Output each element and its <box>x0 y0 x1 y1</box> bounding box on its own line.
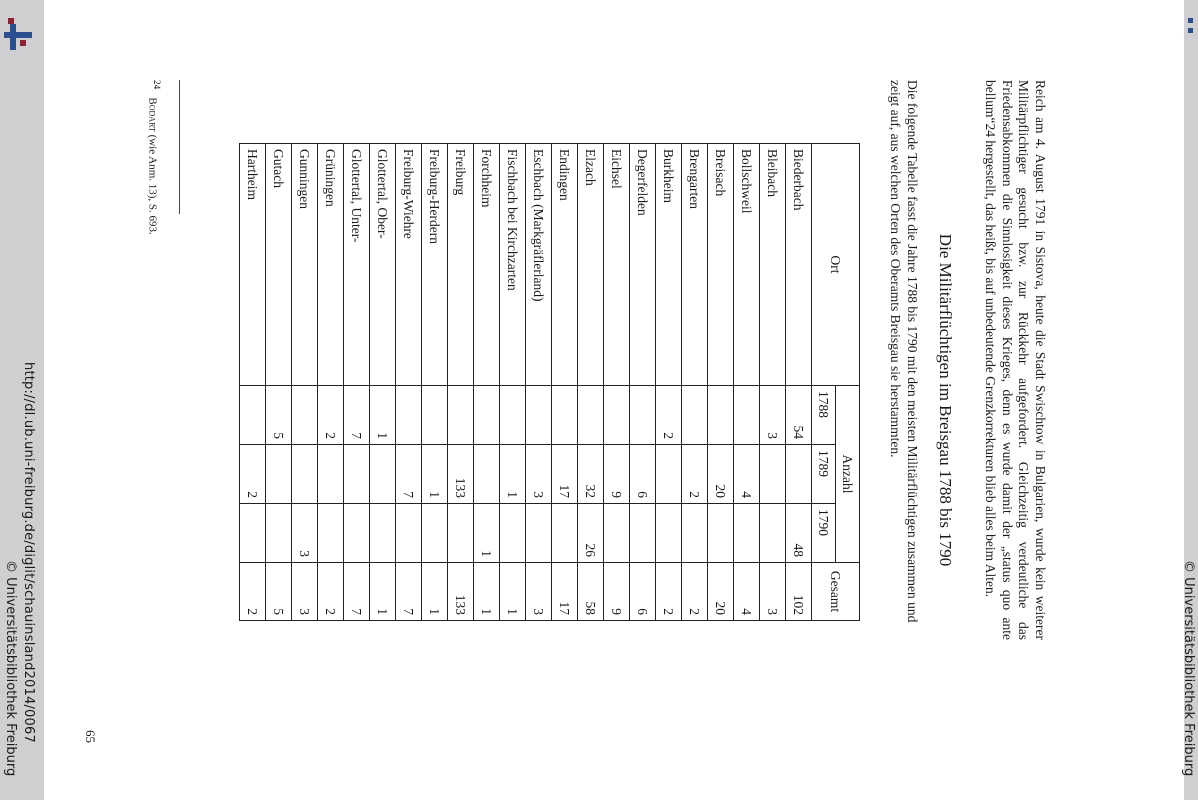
cell-1790 <box>604 504 630 563</box>
cell-gesamt: 3 <box>526 563 552 621</box>
cell-ort: Brengarten <box>682 144 708 386</box>
cell-gesamt: 17 <box>552 563 578 621</box>
cell-1788 <box>604 386 630 445</box>
cell-gesamt: 1 <box>422 563 448 621</box>
cell-gesamt: 1 <box>500 563 526 621</box>
cell-ort: Freiburg <box>448 144 474 386</box>
header-year: 1788 <box>812 386 836 445</box>
cell-ort: Gutach <box>266 144 292 386</box>
cell-1790 <box>396 504 422 563</box>
table-row <box>474 144 500 621</box>
cell-gesamt: 7 <box>396 563 422 621</box>
cell-1789: 9 <box>604 445 630 504</box>
cell-1790 <box>734 504 760 563</box>
table-row <box>708 144 734 621</box>
cell-gesamt: 1 <box>474 563 500 621</box>
cell-1790 <box>422 504 448 563</box>
cell-gesamt: 58 <box>578 563 604 621</box>
cell-1789: 4 <box>734 445 760 504</box>
cell-gesamt: 5 <box>266 563 292 621</box>
cell-gesamt: 3 <box>292 563 318 621</box>
cell-1788 <box>292 386 318 445</box>
table-row <box>604 144 630 621</box>
table-row <box>448 144 474 621</box>
cell-1789: 2 <box>682 445 708 504</box>
intro-paragraph: Die folgende Tabelle fasst die Jahre 1788 bis 1790 mit den meisten Militärflüchtigen zusammen und zeigt auf, aus welchen Orten des Oberamts Breisgau sie herstammten. <box>888 80 920 623</box>
cell-ort: Biederbach <box>786 144 812 386</box>
cell-1788: 7 <box>344 386 370 445</box>
cell-ort: Freiburg-Herdern <box>422 144 448 386</box>
cell-1789 <box>656 445 682 504</box>
cell-1789 <box>292 445 318 504</box>
table-row <box>734 144 760 621</box>
cell-gesamt: 2 <box>240 563 266 621</box>
table-row <box>578 144 604 621</box>
cell-1788 <box>474 386 500 445</box>
cell-1790 <box>708 504 734 563</box>
body-paragraph: Reich am 4. August 1791 in Sistova, heute die Stadt Swischtow in Bulgarien, wurde kein weiterer Militärpflichtiger gesucht bzw. zur Rückkehr aufgefordert. Gleichzeitig verdeutliche das Friedensabkommen die Sinnlosigkeit dieses Krieges, denn es wurde damit der „status quo ante bellum“24 hergestellt, das heißt, bis auf unbedeutende Grenzkorrekturen blieb alles beim Alten. <box>983 80 1048 640</box>
cell-1788: 1 <box>370 386 396 445</box>
cell-1788 <box>552 386 578 445</box>
cell-1788 <box>500 386 526 445</box>
cell-ort: Eschbach (Markgräflerland) <box>526 144 552 386</box>
cell-1790 <box>552 504 578 563</box>
cell-1788 <box>396 386 422 445</box>
header-ort: Ort <box>812 144 860 386</box>
cell-1789: 2 <box>240 445 266 504</box>
cell-1790 <box>500 504 526 563</box>
table-row <box>422 144 448 621</box>
table-row <box>240 144 266 621</box>
cell-ort: Forchheim <box>474 144 500 386</box>
section-heading: Die Militärflüchtigen im Breisgau 1788 bis 1790 <box>936 233 955 567</box>
cell-ort: Burkheim <box>656 144 682 386</box>
cell-1790 <box>656 504 682 563</box>
table-row <box>526 144 552 621</box>
cell-1790 <box>318 504 344 563</box>
cell-1788: 2 <box>318 386 344 445</box>
table-row <box>344 144 370 621</box>
cell-gesamt: 1 <box>370 563 396 621</box>
cell-1788: 5 <box>266 386 292 445</box>
cell-1790 <box>266 504 292 563</box>
cell-1790: 3 <box>292 504 318 563</box>
cell-ort: Freiburg-Wiehre <box>396 144 422 386</box>
cell-1789 <box>370 445 396 504</box>
cell-1790: 48 <box>786 504 812 563</box>
cell-1788 <box>734 386 760 445</box>
cell-1788: 2 <box>656 386 682 445</box>
cell-ort: Fischbach bei Kirchzarten <box>500 144 526 386</box>
table-row <box>760 144 786 621</box>
cell-gesamt: 4 <box>734 563 760 621</box>
cell-gesamt: 9 <box>604 563 630 621</box>
footnote-text: (wie Anm. 13), S. 693. <box>146 131 159 235</box>
cell-ort: Hartheim <box>240 144 266 386</box>
cell-1788 <box>240 386 266 445</box>
cell-1790: 1 <box>474 504 500 563</box>
footnote-author: Bodart <box>146 97 159 132</box>
cell-ort: Eichsel <box>604 144 630 386</box>
cell-gesamt: 102 <box>786 563 812 621</box>
cell-ort: Grüningen <box>318 144 344 386</box>
table-body <box>240 144 812 621</box>
cell-1789: 20 <box>708 445 734 504</box>
page-number: 65 <box>83 730 98 743</box>
footnote-number: 24 <box>152 80 162 90</box>
cell-ort: Breisach <box>708 144 734 386</box>
header-year: 1790 <box>812 504 836 563</box>
cell-1788 <box>708 386 734 445</box>
cell-1789: 17 <box>552 445 578 504</box>
table-row <box>656 144 682 621</box>
cell-1790 <box>448 504 474 563</box>
cell-1789 <box>760 445 786 504</box>
cell-gesamt: 7 <box>344 563 370 621</box>
cell-1788 <box>448 386 474 445</box>
copyright-top: © Universitätsbibliothek Freiburg <box>1181 560 1196 777</box>
footnote <box>146 80 162 235</box>
permalink-url[interactable]: http://dl.ub.uni-freiburg.de/diglit/schauinsland2014/0067 <box>21 362 36 743</box>
table-row <box>266 144 292 621</box>
cell-1790 <box>344 504 370 563</box>
table-row <box>630 144 656 621</box>
cell-1789: 6 <box>630 445 656 504</box>
cell-ort: Glottertal, Ober- <box>370 144 396 386</box>
table-row <box>682 144 708 621</box>
cell-1788 <box>630 386 656 445</box>
cell-ort: Endingen <box>552 144 578 386</box>
cell-1790 <box>526 504 552 563</box>
cell-1788 <box>422 386 448 445</box>
cell-1789: 133 <box>448 445 474 504</box>
cell-1788: 54 <box>786 386 812 445</box>
cell-1788 <box>682 386 708 445</box>
cell-gesamt: 6 <box>630 563 656 621</box>
footnote-rule <box>179 80 180 214</box>
cell-1790 <box>370 504 396 563</box>
cell-1789: 7 <box>396 445 422 504</box>
cell-1789 <box>474 445 500 504</box>
cell-gesamt: 2 <box>318 563 344 621</box>
cell-gesamt: 2 <box>682 563 708 621</box>
cell-1790: 26 <box>578 504 604 563</box>
cell-1790 <box>760 504 786 563</box>
cell-ort: Degerfelden <box>630 144 656 386</box>
cell-1789: 3 <box>526 445 552 504</box>
cell-ort: Elzach <box>578 144 604 386</box>
cell-ort: Gunningen <box>292 144 318 386</box>
cell-ort: Bollschweil <box>734 144 760 386</box>
table-row <box>552 144 578 621</box>
table-row <box>786 144 812 621</box>
header-year: 1789 <box>812 445 836 504</box>
cell-ort: Bleibach <box>760 144 786 386</box>
table-row <box>396 144 422 621</box>
cell-1788 <box>526 386 552 445</box>
table-row <box>318 144 344 621</box>
cell-1788: 3 <box>760 386 786 445</box>
cell-1789: 1 <box>422 445 448 504</box>
copyright-bottom: © Universitätsbibliothek Freiburg <box>3 560 18 777</box>
header-gesamt: Gesamt <box>812 563 860 621</box>
cell-gesamt: 133 <box>448 563 474 621</box>
cell-1790 <box>240 504 266 563</box>
header-anzahl: Anzahl <box>836 386 860 563</box>
military-fugitives-table <box>239 143 860 621</box>
cell-1789 <box>318 445 344 504</box>
cell-gesamt: 2 <box>656 563 682 621</box>
cell-1788 <box>578 386 604 445</box>
table-row <box>370 144 396 621</box>
cell-ort: Glottertal, Unter- <box>344 144 370 386</box>
table-row <box>292 144 318 621</box>
cell-1790 <box>682 504 708 563</box>
cell-1789 <box>786 445 812 504</box>
cell-1789: 32 <box>578 445 604 504</box>
cell-1789: 1 <box>500 445 526 504</box>
cell-1790 <box>630 504 656 563</box>
cell-1789 <box>266 445 292 504</box>
cell-gesamt: 20 <box>708 563 734 621</box>
cell-1789 <box>344 445 370 504</box>
table-row <box>500 144 526 621</box>
cell-gesamt: 3 <box>760 563 786 621</box>
